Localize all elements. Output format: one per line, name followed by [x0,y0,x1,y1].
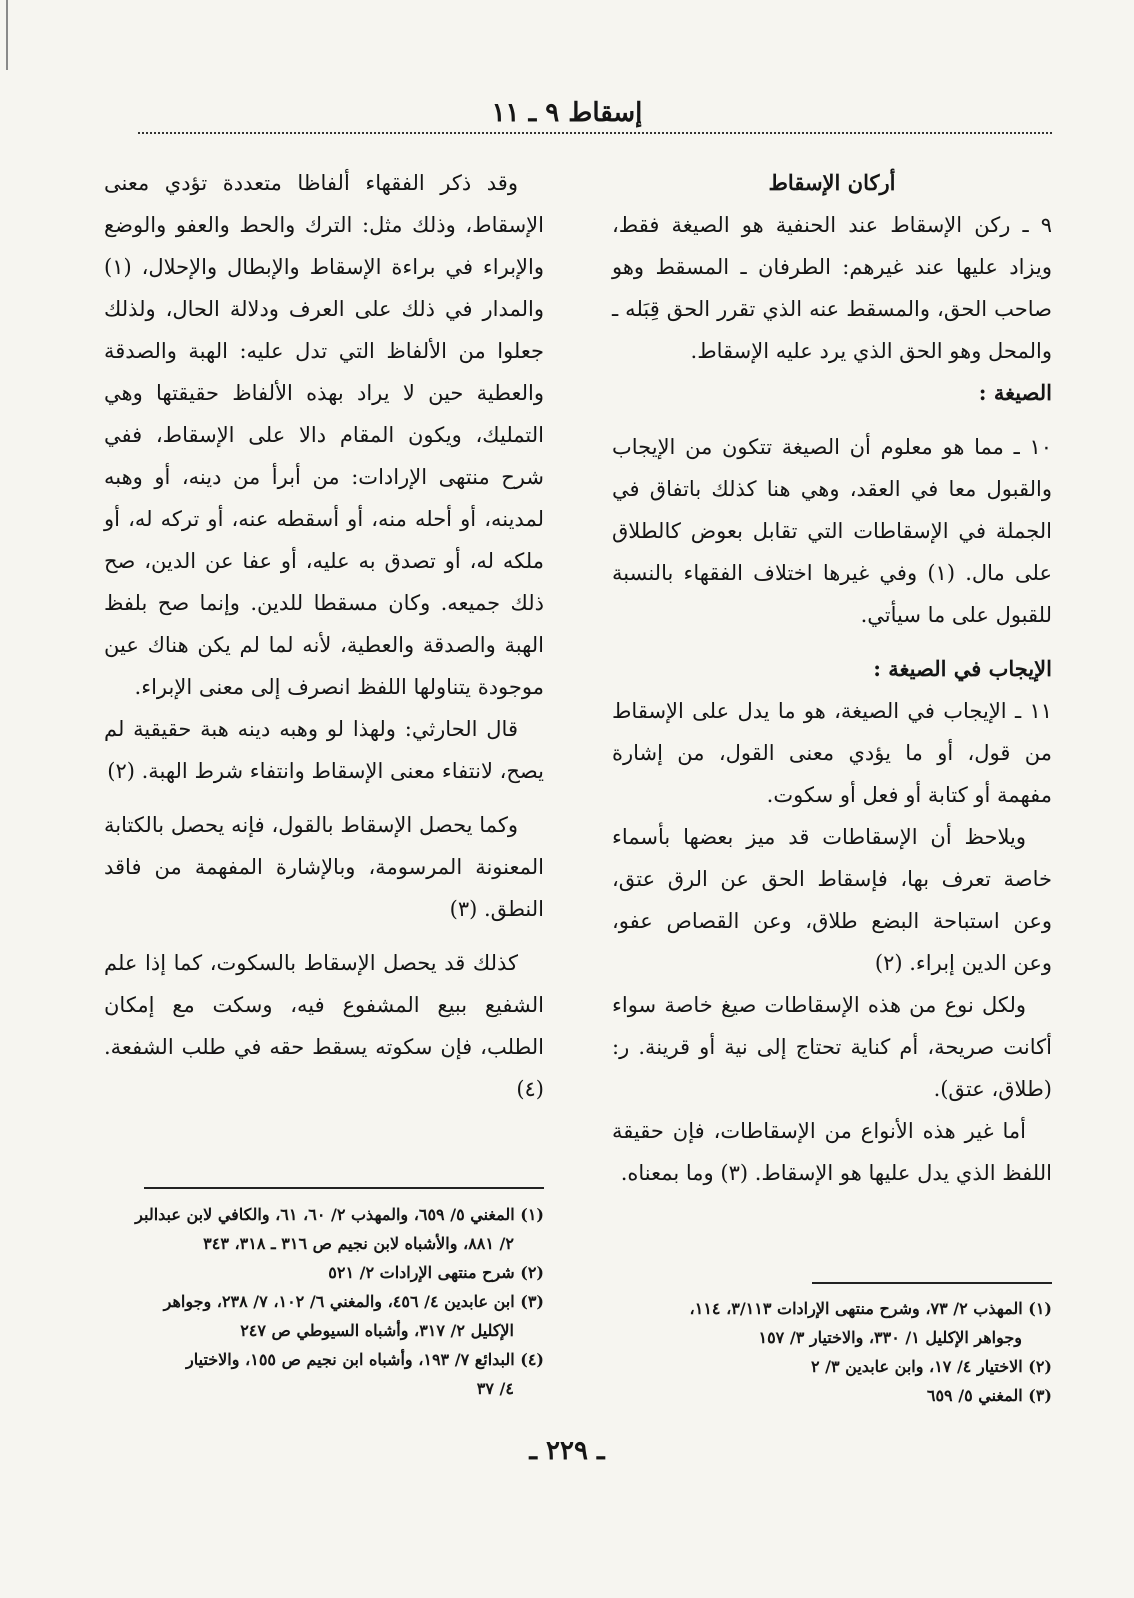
paragraph-other: أما غير هذه الأنواع من الإسقاطات، فإن حقيقة اللفظ الذي يدل عليها هو الإسقاط. (٣) وما بمعناه. [612,1119,1052,1185]
footnote-rule-right [812,1282,1052,1284]
right-column [612,162,1052,1194]
paragraph-9: ٩ ـ ركن الإسقاط عند الحنفية هو الصيغة فقط، ويزاد عليها عند غيرهم: الطرفان ـ المسقط وهو صاحب الحق، والمسقط عنه الذي تقرر الحق قِبَله ـ والمحل وهو الحق الذي يرد عليه الإسقاط. [612,213,1052,363]
footnotes-left [104,1200,544,1403]
paragraph-names: ويلاحظ أن الإسقاطات قد ميز بعضها بأسماء خاصة تعرف بها، فإسقاط الحق عن الرق عتق، وعن استباحة البضع طلاق، وعن القصاص عفو، وعن الدين إبراء. (٢) [612,825,1052,975]
footnote-line: ٢/ ٨٨١، والأشباه لابن نجيم ص ٣١٦ ـ ٣١٨، ٣٤٣ [203,1234,514,1253]
footnote-line: (٤) البدائع ٧/ ١٩٣، وأشباه ابن نجيم ص ١٥٥، والاختيار [186,1350,544,1369]
paragraph-11: ١١ ـ الإيجاب في الصيغة، هو ما يدل على الإسقاط من قول، أو ما يؤدي معنى القول، من إشارة مفهمة أو كتابة أو فعل أو سكوت. [612,699,1052,807]
footnote-line: (٢) الاختيار ٤/ ١٧، وابن عابدين ٣/ ٢ [810,1357,1052,1376]
footnote-line: وجواهر الإكليل ١/ ٣٣٠، والاختيار ٣/ ١٥٧ [758,1328,1022,1347]
footnote-line: (٢) شرح منتهى الإرادات ٢/ ٥٢١ [328,1263,544,1282]
paragraph-writing: وكما يحصل الإسقاط بالقول، فإنه يحصل بالكتابة المعنونة المرسومة، وبالإشارة المفهمة من فاقد النطق. (٣) [104,813,544,921]
paragraph-words: وقد ذكر الفقهاء ألفاظا متعددة تؤدي معنى الإسقاط، وذلك مثل: الترك والحط والعفو والوضع والإبراء في براءة الإسقاط والإبطال والإحلال، (١) والمدار في ذلك على العرف ودلالة الحال، ولذلك جعلوا من الألفاظ التي تدل عليه: الهبة والصدقة والعطية حين لا يراد بهذه الألفاظ حقيقتها وهي التمليك، ويكون المقام دالا على الإسقاط، ففي شرح منتهى الإرادات: من أبرأ من دينه، أو وهبه لمدينه، أو أحله منه، أو أسقطه عنه، أو تركه له، أو ملكه له، أو تصدق به عليه، أو عفا عن الدين، صح ذلك جميعه. وكان مسقطا للدين. وإنما صح بلفظ الهبة والصدقة والعطية، لأنه لما لم يكن هناك عين موجودة يتناولها اللفظ انصرف إلى معنى الإبراء. [104,171,544,699]
footnote-line: ٤/ ٣٧ [476,1379,514,1398]
footnote-line: الإكليل ٢/ ٣١٧، وأشباه السيوطي ص ٢٤٧ [240,1321,514,1340]
section-title: أركان الإسقاط [768,170,896,195]
running-header: إسقاط ٩ ـ ١١ [491,98,643,128]
subheading-ijab: الإيجاب في الصيغة : [873,656,1052,681]
paragraph-harithi: قال الحارثي: ولهذا لو وهبه دينه هبة حقيقية لم يصح، لانتفاء معنى الإسقاط وانتفاء شرط الهبة. (٢) [104,717,544,783]
paragraph-silence: كذلك قد يحصل الإسقاط بالسكوت، كما إذا علم الشفيع ببيع المشفوع فيه، وسكت مع إمكان الطلب، فإن سكوته يسقط حقه في طلب الشفعة. (٤) [104,951,544,1101]
footnote-line: (٣) ابن عابدين ٤/ ٤٥٦، والمغني ٦/ ١٠٢، ٧/ ٢٣٨، وجواهر [163,1292,544,1311]
scan-edge-mark [6,0,8,70]
footnote-rule-left [144,1187,544,1189]
page-number: ـ ٢٢٩ ـ [529,1436,605,1466]
footnote-line: (١) المغني ٥/ ٦٥٩، والمهذب ٢/ ٦٠، ٦١، والكافي لابن عبدالبر [135,1205,544,1224]
paragraph-forms: ولكل نوع من هذه الإسقاطات صيغ خاصة سواء أكانت صريحة، أم كناية تحتاج إلى نية أو قرينة. ر: (طلاق، عتق). [612,993,1052,1101]
left-column [104,162,544,1110]
paragraph-10: ١٠ ـ مما هو معلوم أن الصيغة تتكون من الإيجاب والقبول معا في العقد، وهي هنا كذلك باتفاق في الجملة في الإسقاطات التي تقابل بعوض كالطلاق على مال. (١) وفي غيرها اختلاف الفقهاء بالنسبة للقبول على ما سيأتي. [612,435,1053,627]
footnote-line: (١) المهذب ٢/ ٧٣، وشرح منتهى الإرادات ٣/١١٣، ١١٤، [689,1299,1052,1318]
subheading-sigha: الصيغة : [978,380,1052,405]
footnotes-right [612,1294,1052,1410]
footnote-line: (٣) المغني ٥/ ٦٥٩ [926,1386,1052,1405]
header-dotted-rule [138,132,1052,134]
